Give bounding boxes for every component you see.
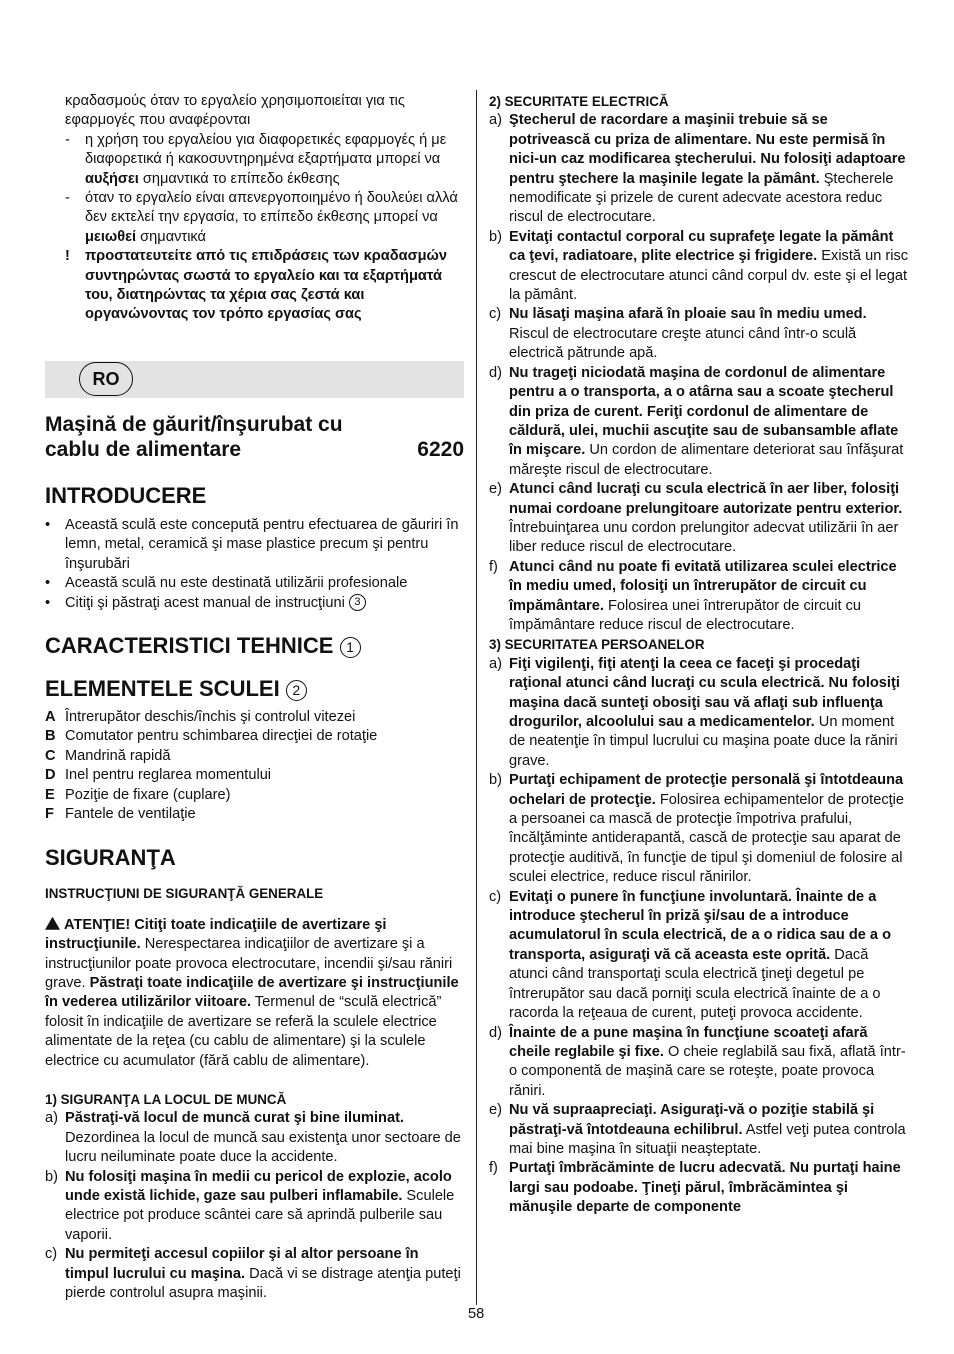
list-item: d) Înainte de a pune maşina în funcţiune scoateţi afară cheile reglabile şi fixe. O cheie reglabilă sau fixă, aflată într-o componentă de maşină care se roteşte, poate provoca răniri.	[489, 1024, 906, 1099]
list-item: e) Nu vă supraapreciaţi. Asiguraţi-vă o poziţie stabilă şi păstraţi-vă întotdeauna echilibrul. Astfel veţi putea controla mai bine maşina în situaţii neaşteptate.	[489, 1102, 906, 1157]
list-item: • Citiţi şi păstraţi acest manual de instrucţiuni 3	[45, 594, 464, 613]
list-item: a) Păstraţi-vă locul de muncă curat şi bine iluminat. Dezordinea la locul de muncă sau existenţa unor sectoare de lucru neiluminate poate duce la accidente.	[45, 1110, 461, 1166]
list-item: c) Evitaţi o punere în funcţiune involuntară. Înainte de a introduce ştecherul în priză şi/sau de a introduce acumulatorul în scula electrică, de a o ridica sau de a o transporta, asiguraţi vă că aceasta este oprită. Dacă atunci când transportaţi scula electrică ţineţi degetul pe întrerupător sau dacă porniţi scula electrică înainte de a o racorda la reţeaua de curent, puteţi provoca accidente.	[489, 888, 892, 1022]
greek-dash-item: - η χρήση του εργαλείου για διαφορετικές εφαρμογές ή με διαφορετικά ή κακοσυντηρημένα εξαρτήματα μπορεί να αυξήσει σημαντικά το επίπεδο έκθεσης	[65, 131, 447, 187]
greek-paragraph: κραδασμούς όταν το εργαλείο χρησιμοποιείται για τις εφαρμογές που αναφέρονται	[65, 93, 405, 129]
product-title: 6220 Maşină de găurit/înşurubat cu cablu de alimentare	[45, 412, 464, 461]
list-item: a) Ştecherul de racordare a maşinii trebuie să se potrivească cu priza de alimentare. Nu este permisă în nici-un caz modificarea ştecherului. Nu folosiţi adaptoare pentru ştechere la maşinile legate la pământ. Ştecherele nemodificate şi prizele de curent adecvate acestora reduc riscul de electrocutare.	[489, 112, 906, 226]
list-item: F Fantele de ventilaţie	[45, 805, 196, 822]
subheading-electric: 2) SECURITATE ELECTRICĂ	[489, 94, 669, 109]
list-item: C Mandrină rapidă	[45, 747, 171, 764]
warning-triangle-icon	[45, 917, 60, 930]
section-heading-intro: INTRODUCERE	[45, 482, 207, 508]
right-column	[489, 92, 909, 1218]
greek-warning: ! προστατευτείτε από τις επιδράσεις των κραδασμών συντηρώντας σωστά το εργαλείο και τα εξαρτήματά του, διατηρώντας τα χέρια σας ζεστά και οργανώνοντας τον τρόπο εργασίας σας	[65, 248, 447, 323]
list-item: b) Purtaţi echipament de protecţie personală şi întotdeauna ochelari de protecţie. Folosirea echipamentelor de protecţie a persoanei ca mască de protecţie împotriva prafului, încălţăminte antiderapantă, cască de protecţie sau aparat de protecţie auditivă, în funcţie de tipul şi domeniul de folosire al sculei electrice, reduce riscul rănirilor.	[489, 772, 905, 886]
list-item: f) Purtaţi îmbrăcăminte de lucru adecvată. Nu purtaţi haine largi sau podoabe. Ţineţi părul, îmbrăcămintea şi mănuşile departe de componente	[489, 1160, 901, 1216]
list-item: a) Fiţi vigilenţi, fiţi atenţi la ceea ce faceţi şi procedaţi raţional atunci când lucraţi cu scula electrică. Nu folosiţi maşina dacă sunteţi obosiţi sau vă aflaţi sub influenţa drogurilor, alcoolului sau a medicamentelor. Un moment de neatenţie în timpul lucrului cu maşina poate duce la răniri grave.	[489, 655, 900, 769]
list-item: c) Nu permiteţi accesul copiilor şi al altor persoane în timpul lucrului cu maşina. Dacă vi se distrage atenţia puteţi pierde controlul asupra maşinii.	[45, 1246, 461, 1302]
section-heading-tech: CARACTERISTICI TEHNICE 1	[45, 633, 464, 659]
section-heading-safety: SIGURANŢA	[45, 845, 176, 871]
column-divider	[476, 90, 477, 1305]
left-column	[45, 92, 464, 1303]
list-item: e) Atunci când lucraţi cu scula electrică în aer liber, folosiţi numai cordoane prelungitoare autorizate pentru exterior. Întrebuinţarea unu cordon prelungitor adecvat utilizării în aer liber reduce riscul de electrocutare.	[489, 481, 903, 556]
greek-dash-item: - όταν το εργαλείο είναι απενεργοποιημένο ή δουλεύει αλλά δεν εκτελεί την εργασία, το επίπεδο έκθεσης μπορεί να μειωθεί σημαντικά	[65, 190, 458, 245]
section-heading-elements: ELEMENTELE SCULEI 2	[45, 676, 464, 702]
product-number: 6220	[417, 437, 464, 461]
list-item: E Poziţie de fixare (cuplare)	[45, 786, 231, 803]
figure-ref-2: 2	[286, 680, 307, 701]
language-badge: RO	[79, 362, 133, 396]
subheading-persons: 3) SECURITATEA PERSOANELOR	[489, 637, 705, 653]
list-item: c) Nu lăsaţi maşina afară în ploaie sau în mediu umed. Riscul de electrocutare creşte atunci când într-o sculă electrică pătrunde apă.	[489, 306, 867, 362]
intro-list	[45, 516, 464, 613]
list-item: D Inel pentru reglarea momentului	[45, 767, 272, 784]
list-item: • Această sculă nu este destinată utilizării profesionale	[45, 575, 408, 592]
list-item: A Întrerupător deschis/închis şi controlul vitezei	[45, 708, 356, 725]
elements-list	[45, 708, 464, 824]
subheading-work: 1) SIGURANŢA LA LOCUL DE MUNCĂ	[45, 1092, 287, 1107]
figure-ref-1: 1	[340, 637, 361, 658]
subheading-general: INSTRUCŢIUNI DE SIGURANŢĂ GENERALE	[45, 886, 324, 902]
warning-paragraph: ATENŢIE! Citiţi toate indicaţiile de avertizare şi instrucţiunile. Nerespectarea indicaţiilor de avertizare şi a instrucţiunilor poate provoca electrocutare, incendii şi/sau răniri grave. Păstraţi toate indicaţiile de avertizare şi instrucţiunile în vederea utilizărilor viitoare. Termenul de “sculă electrică” folosit în indicaţiile de avertizare se referă la sculele electrice alimentate de la reţea (cu cablu de alimentare) şi la sculele electrice cu acumulator (fără cablu de alimentare).	[45, 916, 459, 1069]
figure-ref-3: 3	[349, 594, 366, 611]
list-item: d) Nu trageţi niciodată maşina de cordonul de alimentare pentru a o transporta, a o atârna sau a scoate ştecherul din priza de curent. Feriţi cordonul de alimentare de căldură, ulei, muchii ascuţite sau de subansamble aflate în mişcare. Un cordon de alimentare deteriorat sau înfăşurat măreşte riscul de electrocutare.	[489, 364, 904, 478]
list-item: • Această sculă este concepută pentru efectuarea de găuriri în lemn, metal, ceramică şi mase plastice precum şi pentru înşurubări	[45, 516, 459, 572]
language-header-bar	[45, 361, 464, 398]
list-item: b) Evitaţi contactul corporal cu suprafeţe legate la pământ ca ţevi, radiatoare, plite electrice şi frigidere. Există un risc crescut de electrocutare atunci când corpul dv. este şi el legat la pământ.	[489, 228, 909, 304]
list-item: b) Nu folosiţi maşina în medii cu pericol de explozie, acolo unde există lichide, gaze sau pulberi inflamabile. Sculele electrice pot produce scântei care să aprindă pulberile sau vaporii.	[45, 1168, 455, 1243]
page-number: 58	[468, 1306, 485, 1322]
list-item: f) Atunci când nu poate fi evitată utilizarea sculei electrice în mediu umed, folosiţi un întrerupător de circuit cu împământare. Folosirea unei întrerupător de circuit cu împământare reduce riscul de electrocutare.	[489, 558, 897, 633]
list-item: B Comutator pentru schimbarea direcţiei de rotaţie	[45, 728, 378, 745]
